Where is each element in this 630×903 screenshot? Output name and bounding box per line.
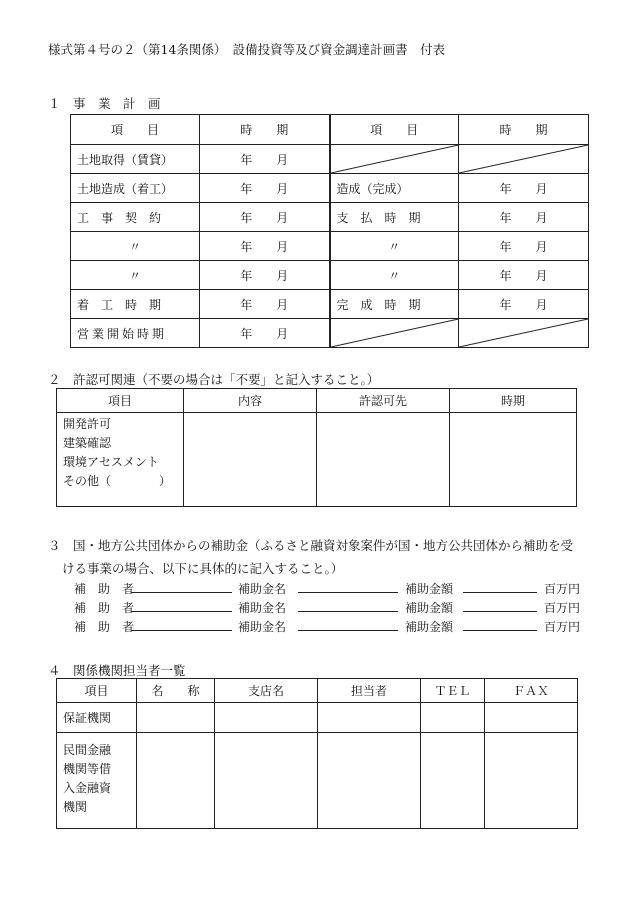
- subsidy-lines: [0, 580, 630, 640]
- header-item-right: 項 目: [330, 115, 459, 145]
- diagonal-cell: [459, 319, 589, 348]
- subsidy-unit: 百万円: [544, 601, 581, 615]
- row-ditto-time: 年 月: [200, 232, 330, 261]
- contacts-cell: [318, 703, 421, 733]
- contacts-header-name: 名 称: [137, 679, 215, 703]
- subsidy-name-field[interactable]: [298, 592, 398, 593]
- row-payment-time: 支 払 時 期: [330, 203, 459, 232]
- row-construction-start-time: 年 月: [200, 290, 330, 319]
- subsidy-grantor-field[interactable]: [131, 611, 232, 612]
- contacts-row-guarantor: 保証機関: [57, 703, 137, 733]
- header-item-left: 項 目: [71, 115, 200, 145]
- permits-header-authority: 許認可先: [317, 389, 450, 413]
- row-ditto: 〃: [330, 261, 459, 290]
- contacts-cell: [421, 733, 485, 829]
- contacts-cell: [137, 733, 215, 829]
- row-completion-time: 年 月: [459, 290, 589, 319]
- section-2-heading: ２ 許認可関連（不要の場合は「不要」と記入すること。）: [48, 372, 380, 387]
- private-lender-line: 民間金融: [63, 743, 112, 757]
- subsidy-amount-field[interactable]: [463, 611, 537, 612]
- header-time-right: 時 期: [459, 115, 589, 145]
- row-ditto: 〃: [330, 232, 459, 261]
- contacts-row-private-lenders: [57, 733, 137, 829]
- row-ditto: 〃: [71, 261, 200, 290]
- row-ditto-time: 年 月: [459, 232, 589, 261]
- row-completion: 完 成 時 期: [330, 290, 459, 319]
- subsidy-grantor-field[interactable]: [131, 592, 232, 593]
- subsidy-amount-label: 補助金額: [405, 582, 454, 596]
- section-1-heading: １ 事 業 計 画: [48, 96, 161, 111]
- business-plan-table: [70, 114, 589, 348]
- row-land-development: 土地造成（着工）: [71, 174, 200, 203]
- section-3-heading-line1: ３ 国・地方公共団体からの補助金（ふるさと融資対象案件が国・地方公共団体から補助を受: [48, 538, 574, 553]
- row-development-complete-time: 年 月: [459, 174, 589, 203]
- permits-content-cell: [184, 413, 317, 507]
- row-construction-contract: 工 事 契 約: [71, 203, 200, 232]
- subsidy-grantor-label: 補 助 者: [74, 582, 135, 596]
- permits-items-cell: [57, 413, 184, 507]
- contacts-cell: [137, 703, 215, 733]
- permit-other: その他（ ）: [63, 474, 172, 488]
- permits-header-item: 項目: [57, 389, 184, 413]
- diagonal-cell: [459, 145, 589, 174]
- row-payment-time-value: 年 月: [459, 203, 589, 232]
- section-4-heading: ４ 関係機関担当者一覧: [48, 663, 186, 678]
- subsidy-name-label: 補助金名: [238, 582, 287, 596]
- permits-time-cell: [450, 413, 577, 507]
- diagonal-cell: [330, 319, 459, 348]
- private-lender-line: 機関等借: [63, 762, 112, 776]
- contacts-header-tel: ＴＥＬ: [421, 679, 485, 703]
- subsidy-name-field[interactable]: [298, 630, 398, 631]
- permit-environment: 環境アセスメント: [63, 455, 159, 469]
- contacts-cell: [485, 733, 578, 829]
- subsidy-unit: 百万円: [544, 582, 581, 596]
- subsidy-name-label: 補助金名: [238, 620, 287, 634]
- permits-header-content: 内容: [184, 389, 317, 413]
- subsidy-grantor-label: 補 助 者: [74, 601, 135, 615]
- permit-development: 開発許可: [63, 417, 112, 431]
- subsidy-name-field[interactable]: [298, 611, 398, 612]
- private-lender-line: 機関: [63, 800, 88, 814]
- section-3-heading-line2: ける事業の場合、以下に具体的に記入すること。）: [62, 561, 344, 576]
- subsidy-unit: 百万円: [544, 620, 581, 634]
- form-title: 様式第４号の２（第14条関係） 設備投資等及び資金調達計画書 付表: [48, 42, 446, 57]
- contacts-cell: [318, 733, 421, 829]
- row-land-development-time: 年 月: [200, 174, 330, 203]
- row-business-start-time: 年 月: [200, 319, 330, 348]
- permits-authority-cell: [317, 413, 450, 507]
- header-time-left: 時 期: [200, 115, 330, 145]
- contacts-table: [56, 678, 578, 829]
- permits-table: [56, 388, 577, 507]
- subsidy-amount-label: 補助金額: [405, 620, 454, 634]
- row-land-acquisition-time: 年 月: [200, 145, 330, 174]
- row-development-complete: 造成（完成）: [330, 174, 459, 203]
- subsidy-name-label: 補助金名: [238, 601, 287, 615]
- diagonal-cell: [330, 145, 459, 174]
- permit-building: 建築確認: [63, 436, 112, 450]
- row-ditto-time: 年 月: [200, 261, 330, 290]
- contacts-header-item: 項目: [57, 679, 137, 703]
- contacts-cell: [215, 733, 318, 829]
- row-land-acquisition: 土地取得（賃貸）: [71, 145, 200, 174]
- contacts-cell: [485, 703, 578, 733]
- contacts-cell: [421, 703, 485, 733]
- contacts-header-person: 担当者: [318, 679, 421, 703]
- contacts-header-branch: 支店名: [215, 679, 318, 703]
- contacts-header-fax: ＦＡＸ: [485, 679, 578, 703]
- private-lender-line: 入金融資: [63, 781, 112, 795]
- subsidy-amount-field[interactable]: [463, 630, 537, 631]
- permits-header-time: 時期: [450, 389, 577, 413]
- row-construction-contract-time: 年 月: [200, 203, 330, 232]
- row-ditto-time: 年 月: [459, 261, 589, 290]
- contacts-cell: [215, 703, 318, 733]
- subsidy-amount-field[interactable]: [463, 592, 537, 593]
- subsidy-amount-label: 補助金額: [405, 601, 454, 615]
- subsidy-grantor-field[interactable]: [131, 630, 232, 631]
- subsidy-grantor-label: 補 助 者: [74, 620, 135, 634]
- row-business-start: 営業開始時期: [71, 319, 200, 348]
- row-construction-start: 着 工 時 期: [71, 290, 200, 319]
- row-ditto: 〃: [71, 232, 200, 261]
